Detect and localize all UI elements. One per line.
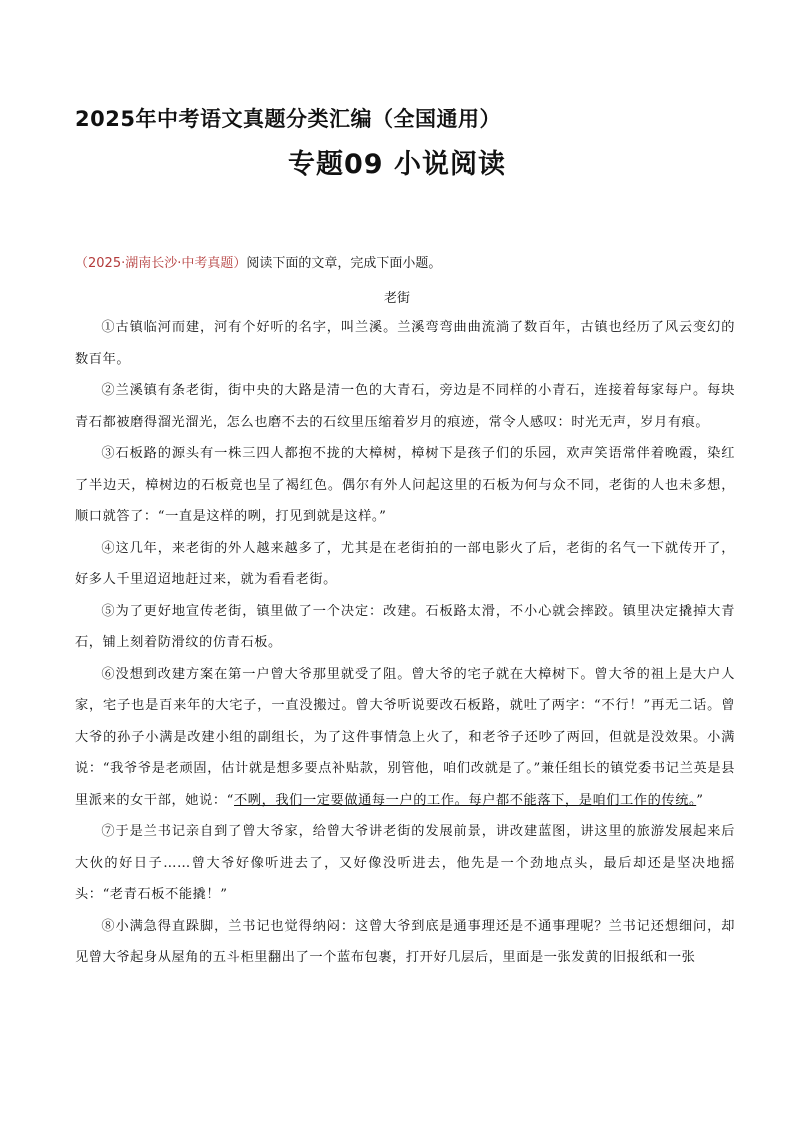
paragraph-6-text: ⑥没想到改建方案在第一户曾大爷那里就受了阻。曾大爷的宅子就在大樟树下。曾大爷的祖上是大户人家，宅子也是百来年的大宅子，一直没搬过。曾大爷听说要改石板路，就吐了两字：“不行！”再无二话。曾大爷的孙子小满是改建小组的副组长，为了这件事情急上火了，和老爷子还吵了两回，但就是没效果。小满说：“我爷爷是老顽固，估计就是想多要点补贴款，别管他，咱们改就是了。”兼任组长的镇党委书记兰英是县里派来的女干部，她说：“ [75,666,735,808]
paragraph-4: ④这几年，来老街的外人越来越多了，尤其是在老街拍的一部电影火了后，老街的名气一下就传开了，好多人千里迢迢地赶过来，就为看看老街。 [75,540,735,587]
source-open: （ [75,256,89,271]
question-intro [75,252,441,271]
underlined-sentence: 不咧，我们一定要做通每一户的工作。每户都不能落下，是咱们工作的传统。 [234,792,697,808]
article-title: 老街 [383,291,410,306]
topic-title: 专题09 小说阅读 [288,149,506,180]
paragraph-2: ②兰溪镇有条老街，街中央的大路是清一色的大青石，旁边是不同样的小青石，连接着每家每户。每块青石都被磨得溜光溜光，怎么也磨不去的石纹里压缩着岁月的痕迹，常令人感叹：时光无声，岁月有痕。 [75,383,735,430]
paragraph-8: ⑧小满急得直跺脚，兰书记也觉得纳闷：这曾大爷到底是通事理还是不通事理呢？兰书记还想细问，却见曾大爷起身从屋角的五斗柜里翻出了一个蓝布包裹，打开好几层后，里面是一张发黄的旧报纸和一张 [75,918,735,965]
instruction-text: 阅读下面的文章，完成下面小题。 [246,256,442,271]
collection-title: 2025年中考语文真题分类汇编（全国通用） [75,107,501,131]
source-close: ） [233,256,247,271]
paragraph-6-end: ” [696,792,704,808]
paragraph-5: ⑤为了更好地宣传老街，镇里做了一个决定：改建。石板路太滑，不小心就会摔跤。镇里决定撬掉大青石，铺上刻着防滑纹的仿青石板。 [75,603,735,650]
paragraph-3: ③石板路的源头有一株三四人都抱不拢的大樟树，樟树下是孩子们的乐园，欢声笑语常伴着晚霞，染红了半边天，樟树边的石板竟也呈了褐红色。偶尔有外人问起这里的石板为何与众不同，老街的人也未多想，顺口就答了：“一直是这样的咧，打见到就是这样。” [75,446,735,524]
article-body [75,312,735,974]
paragraph-7: ⑦于是兰书记亲自到了曾大爷家，给曾大爷讲老街的发展前景，讲改建蓝图，讲这里的旅游发展起来后大伙的好日子……曾大爷好像听进去了，又好像没听进去，他先是一个劲地点头，最后却还是坚决地摇头：“老青石板不能撬！” [75,824,735,902]
paragraph-6 [75,659,735,817]
exam-source-link[interactable]: 2025·湖南长沙·中考真题 [88,256,234,271]
paragraph-1: ①古镇临河而建，河有个好听的名字，叫兰溪。兰溪弯弯曲曲流淌了数百年，古镇也经历了风云变幻的数百年。 [75,320,735,367]
